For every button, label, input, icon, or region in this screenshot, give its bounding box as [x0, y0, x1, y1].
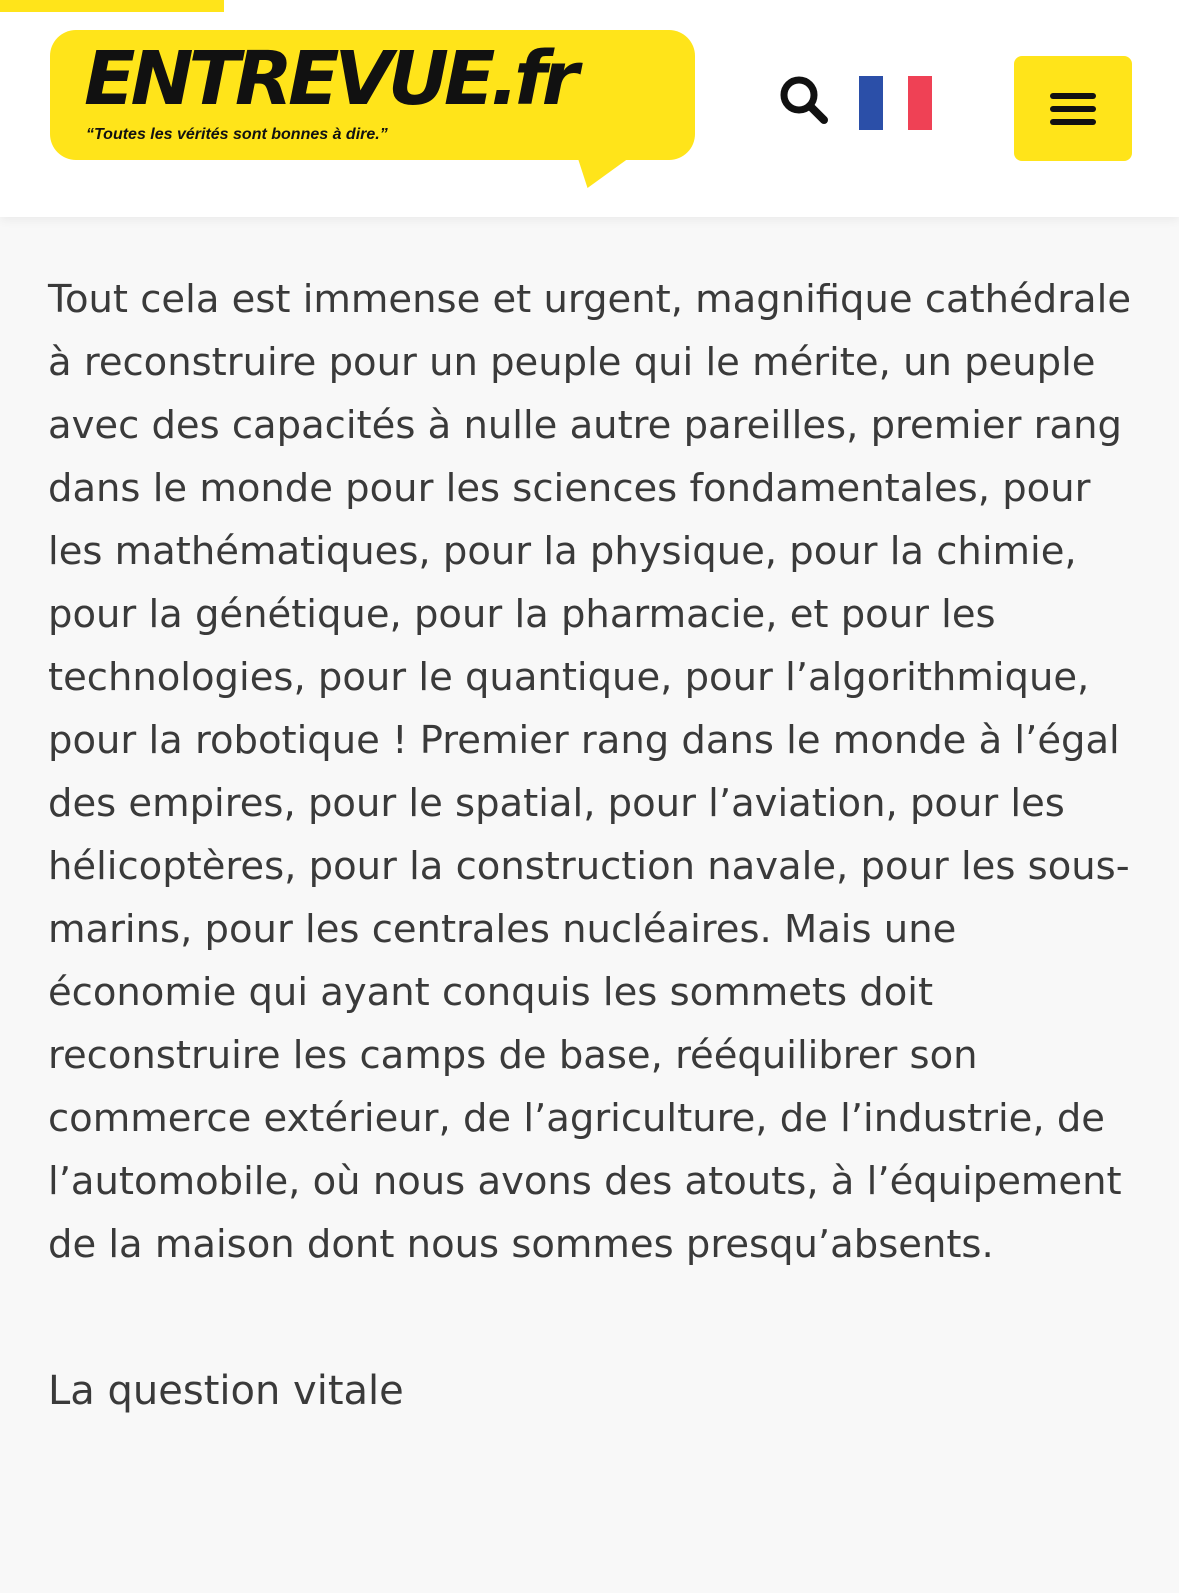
- menu-button[interactable]: [1014, 56, 1132, 161]
- flag-stripe-blue: [859, 76, 883, 130]
- hamburger-menu-icon-bar: [1050, 119, 1096, 125]
- section-heading: La question vitale: [48, 1368, 404, 1414]
- hamburger-menu-icon-bar: [1050, 106, 1096, 112]
- site-logo[interactable]: [50, 30, 695, 190]
- logo-tagline: “Toutes les vérités sont bonnes à dire.”: [86, 126, 388, 143]
- french-flag-icon[interactable]: [859, 76, 932, 130]
- article-paragraph: Tout cela est immense et urgent, magnifique cathédrale à reconstruire pour un peuple qui le mérite, un peuple avec des capacités à nulle autre pareilles, premier rang dans le monde pour les sciences fondamentales, pour les mathématiques, pour la physique, pour la chimie, pour la génétique, pour la pharmacie, et pour les technologies, pour le quantique, pour l’algorithmique, pour la robotique ! Premier rang dans le monde à l’égal des empires, pour le spatial, pour l’aviation, pour les hélicoptères, pour la construction navale, pour les sous-marins, pour les centrales nucléaires. Mais une économie qui ayant conquis les sommets doit reconstruire les camps de base, rééquilibrer son commerce extérieur, de l’agriculture, de l’industrie, de l’automobile, où nous avons des atouts, à l’équipement de la maison dont nous sommes presqu’absents.: [48, 277, 1132, 1267]
- logo-wordmark: ENTREVUE.fr: [84, 36, 574, 122]
- flag-stripe-red: [908, 76, 932, 130]
- search-button[interactable]: [776, 72, 832, 128]
- site-header: [0, 0, 1179, 217]
- top-accent-bar: [0, 0, 224, 12]
- flag-stripe-white: [883, 76, 907, 130]
- article-body: [48, 268, 1148, 1423]
- hamburger-menu-icon: [1050, 93, 1096, 99]
- search-icon: [776, 72, 832, 128]
- logo-speech-bubble-tail: [576, 154, 645, 188]
